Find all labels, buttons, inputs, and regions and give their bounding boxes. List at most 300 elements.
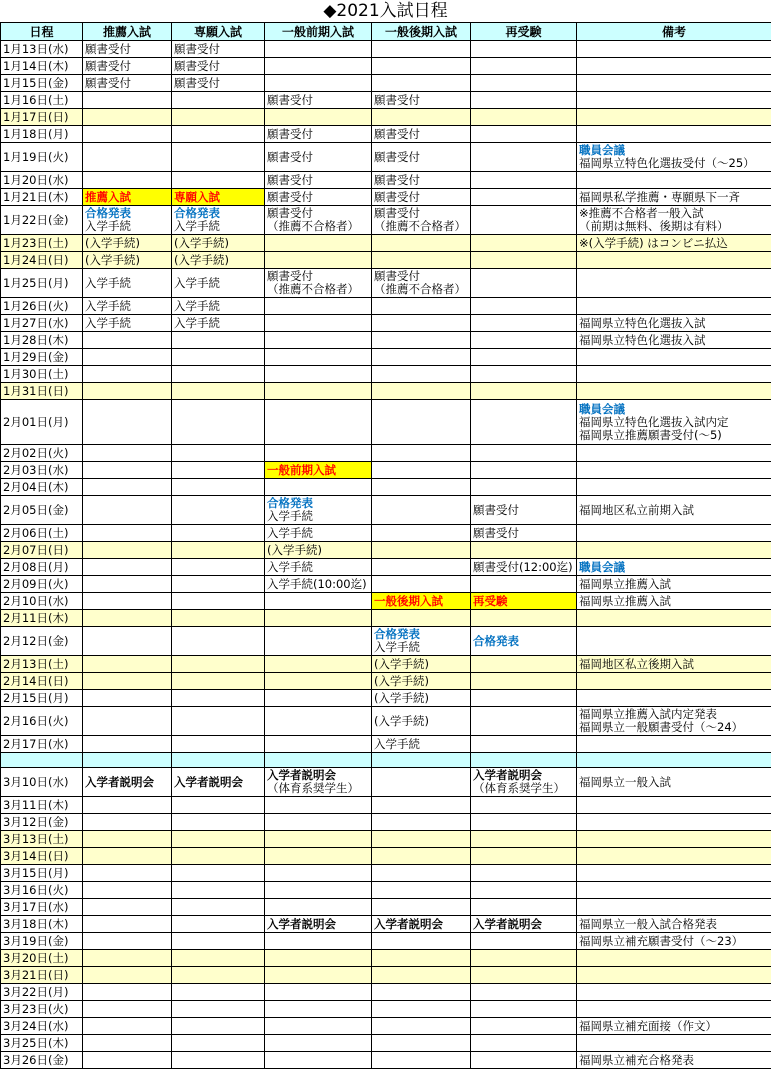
table-row xyxy=(1,479,771,496)
table-row xyxy=(1,797,771,814)
date-cell xyxy=(1,848,83,865)
cell-text: 福岡県立特色化選抜入試 xyxy=(579,315,706,330)
retake-cell xyxy=(471,206,577,235)
weekday-label: (木) xyxy=(47,611,69,625)
notes-cell xyxy=(577,252,771,269)
date-label: 3月25日 xyxy=(3,1036,48,1050)
date-cell xyxy=(1,736,83,753)
general-first-cell xyxy=(265,1018,372,1035)
general-first-cell xyxy=(265,349,372,366)
table-row xyxy=(1,848,771,865)
recommendation-cell xyxy=(83,525,172,542)
retake-cell xyxy=(471,189,577,206)
recommendation-cell xyxy=(83,673,172,690)
col-header-date: 日程 xyxy=(1,23,83,41)
table-row xyxy=(1,206,771,235)
date-cell xyxy=(1,559,83,576)
section-divider xyxy=(1,753,771,768)
weekday-label: (火) xyxy=(47,883,69,897)
exclusive-cell xyxy=(172,542,265,559)
date-cell xyxy=(1,126,83,143)
notes-cell xyxy=(577,593,771,610)
cell-text: 願書受付 xyxy=(374,189,420,204)
recommendation-cell xyxy=(83,445,172,462)
weekday-label: (木) xyxy=(47,480,69,494)
table-row xyxy=(1,109,771,126)
date-cell xyxy=(1,831,83,848)
general-second-cell xyxy=(372,496,471,525)
cell-text: （推薦不合格者） xyxy=(374,282,466,296)
date-label: 1月14日 xyxy=(3,59,48,73)
notes-cell xyxy=(577,58,771,75)
date-cell xyxy=(1,768,83,797)
recommendation-cell xyxy=(83,400,172,445)
date-label: 2月17日 xyxy=(3,737,48,751)
retake-cell xyxy=(471,1035,577,1052)
cell-text: 合格発表 xyxy=(85,206,131,220)
weekday-label: (水) xyxy=(47,737,69,751)
weekday-label: (金) xyxy=(47,1053,69,1067)
date-label: 1月20日 xyxy=(3,173,48,187)
date-label: 2月15日 xyxy=(3,691,48,705)
date-label: 2月09日 xyxy=(3,577,48,591)
date-cell xyxy=(1,899,83,916)
date-label: 2月14日 xyxy=(3,674,48,688)
exclusive-cell xyxy=(172,206,265,235)
cell-text: 専願入試 xyxy=(174,189,220,204)
cell-text: ※(入学手続) はコンビニ払込 xyxy=(579,235,728,250)
cell-text: （体育系奨学生） xyxy=(267,781,359,795)
exclusive-cell xyxy=(172,1001,265,1018)
notes-cell xyxy=(577,542,771,559)
retake-cell xyxy=(471,576,577,593)
table-row xyxy=(1,950,771,967)
date-label: 2月05日 xyxy=(3,503,48,517)
notes-cell xyxy=(577,797,771,814)
general-second-cell xyxy=(372,332,471,349)
weekday-label: (火) xyxy=(47,577,69,591)
date-label: 1月22日 xyxy=(3,213,48,227)
cell-text: 願書受付 xyxy=(267,189,313,204)
notes-cell xyxy=(577,967,771,984)
table-row xyxy=(1,189,771,206)
retake-cell xyxy=(471,126,577,143)
retake-cell xyxy=(471,814,577,831)
table-row xyxy=(1,673,771,690)
table-row xyxy=(1,462,771,479)
retake-cell xyxy=(471,525,577,542)
date-cell xyxy=(1,797,83,814)
cell-text: （体育系奨学生） xyxy=(473,781,565,795)
date-cell xyxy=(1,298,83,315)
exclusive-cell xyxy=(172,383,265,400)
cell-text: 入学手続 xyxy=(267,509,313,523)
cell-text: 願書受付 xyxy=(267,172,313,187)
exclusive-cell xyxy=(172,496,265,525)
recommendation-cell xyxy=(83,1052,172,1069)
cell-text: 福岡県立補充願書受付（～23） xyxy=(579,933,744,948)
general-second-cell xyxy=(372,882,471,899)
cell-text: 職員会議 xyxy=(579,143,625,157)
weekday-label: (水) xyxy=(47,900,69,914)
date-cell xyxy=(1,984,83,1001)
notes-cell xyxy=(577,445,771,462)
cell-text: 福岡県立補充面接（作文） xyxy=(579,1018,717,1033)
recommendation-cell xyxy=(83,298,172,315)
general-second-cell xyxy=(372,576,471,593)
recommendation-cell xyxy=(83,269,172,298)
date-cell xyxy=(1,690,83,707)
cell-text: 再受験 xyxy=(473,593,508,608)
exclusive-cell xyxy=(172,332,265,349)
cell-text: 推薦入試 xyxy=(85,189,131,204)
weekday-label: (水) xyxy=(47,594,69,608)
retake-cell xyxy=(471,315,577,332)
retake-cell xyxy=(471,593,577,610)
divider-cell xyxy=(471,753,577,768)
general-second-cell xyxy=(372,1001,471,1018)
date-label: 1月28日 xyxy=(3,333,48,347)
general-second-cell xyxy=(372,400,471,445)
weekday-label: (日) xyxy=(47,968,69,982)
date-cell xyxy=(1,172,83,189)
table-row xyxy=(1,445,771,462)
recommendation-cell xyxy=(83,126,172,143)
notes-cell xyxy=(577,950,771,967)
cell-text: 福岡県立推薦入試内定発表 xyxy=(579,707,717,721)
weekday-label: (水) xyxy=(47,173,69,187)
date-label: 2月16日 xyxy=(3,714,48,728)
exclusive-cell xyxy=(172,1035,265,1052)
date-label: 3月18日 xyxy=(3,917,48,931)
date-label: 3月20日 xyxy=(3,951,48,965)
recommendation-cell xyxy=(83,690,172,707)
exclusive-cell xyxy=(172,933,265,950)
general-second-cell xyxy=(372,831,471,848)
general-second-cell xyxy=(372,865,471,882)
date-cell xyxy=(1,189,83,206)
cell-text: 福岡地区私立前期入試 xyxy=(579,502,694,517)
date-label: 2月03日 xyxy=(3,463,48,477)
date-label: 3月17日 xyxy=(3,900,48,914)
cell-text: 福岡県立推薦入試 xyxy=(579,593,671,608)
recommendation-cell xyxy=(83,610,172,627)
cell-text: 合格発表 xyxy=(174,206,220,220)
general-first-cell xyxy=(265,627,372,656)
general-first-cell xyxy=(265,559,372,576)
notes-cell xyxy=(577,673,771,690)
general-second-cell xyxy=(372,235,471,252)
table-row xyxy=(1,707,771,736)
exclusive-cell xyxy=(172,690,265,707)
date-cell xyxy=(1,75,83,92)
weekday-label: (日) xyxy=(47,253,69,267)
schedule-body xyxy=(1,41,771,1069)
retake-cell xyxy=(471,899,577,916)
general-first-cell xyxy=(265,41,372,58)
date-label: 1月31日 xyxy=(3,384,48,398)
cell-text: 願書受付 xyxy=(374,149,420,164)
date-cell xyxy=(1,479,83,496)
cell-text: 願書受付 xyxy=(85,75,131,90)
cell-text: 願書受付 xyxy=(473,502,519,517)
recommendation-cell xyxy=(83,496,172,525)
table-row xyxy=(1,690,771,707)
weekday-label: (月) xyxy=(47,415,69,429)
weekday-label: (月) xyxy=(47,276,69,290)
table-row xyxy=(1,235,771,252)
exclusive-cell xyxy=(172,656,265,673)
date-cell xyxy=(1,950,83,967)
cell-text: 入学手続 xyxy=(85,275,131,290)
general-second-cell xyxy=(372,479,471,496)
exclusive-cell xyxy=(172,559,265,576)
date-label: 3月15日 xyxy=(3,866,48,880)
table-row xyxy=(1,736,771,753)
weekday-label: (金) xyxy=(47,634,69,648)
table-row xyxy=(1,576,771,593)
exclusive-cell xyxy=(172,235,265,252)
weekday-label: (土) xyxy=(47,657,69,671)
date-cell xyxy=(1,916,83,933)
date-cell xyxy=(1,882,83,899)
weekday-label: (日) xyxy=(47,384,69,398)
exclusive-cell xyxy=(172,298,265,315)
retake-cell xyxy=(471,172,577,189)
date-cell xyxy=(1,462,83,479)
general-first-cell xyxy=(265,690,372,707)
table-row xyxy=(1,75,771,92)
date-label: 3月26日 xyxy=(3,1053,48,1067)
retake-cell xyxy=(471,736,577,753)
cell-text: 願書受付 xyxy=(267,92,313,107)
date-cell xyxy=(1,143,83,172)
general-first-cell xyxy=(265,576,372,593)
general-second-cell xyxy=(372,707,471,736)
date-label: 2月13日 xyxy=(3,657,48,671)
weekday-label: (金) xyxy=(47,815,69,829)
weekday-label: (木) xyxy=(47,190,69,204)
table-row xyxy=(1,865,771,882)
weekday-label: (月) xyxy=(47,985,69,999)
exclusive-cell xyxy=(172,831,265,848)
recommendation-cell xyxy=(83,75,172,92)
recommendation-cell xyxy=(83,656,172,673)
date-label: 2月12日 xyxy=(3,634,48,648)
exclusive-cell xyxy=(172,984,265,1001)
table-row xyxy=(1,984,771,1001)
date-cell xyxy=(1,366,83,383)
cell-text: 福岡県立推薦願書受付(～5) xyxy=(579,427,722,442)
table-row xyxy=(1,58,771,75)
general-first-cell xyxy=(265,496,372,525)
table-row xyxy=(1,1035,771,1052)
cell-text: (入学手続) xyxy=(174,235,229,250)
weekday-label: (火) xyxy=(47,299,69,313)
date-cell xyxy=(1,58,83,75)
general-first-cell xyxy=(265,366,372,383)
cell-text: 入学手続 xyxy=(174,275,220,290)
date-label: 1月26日 xyxy=(3,299,48,313)
general-second-cell xyxy=(372,109,471,126)
retake-cell xyxy=(471,673,577,690)
recommendation-cell xyxy=(83,967,172,984)
recommendation-cell xyxy=(83,206,172,235)
notes-cell xyxy=(577,656,771,673)
date-label: 1月30日 xyxy=(3,367,48,381)
recommendation-cell xyxy=(83,882,172,899)
retake-cell xyxy=(471,542,577,559)
date-label: 1月25日 xyxy=(3,276,48,290)
retake-cell xyxy=(471,75,577,92)
exclusive-cell xyxy=(172,315,265,332)
cell-text: 願書受付 xyxy=(374,206,420,220)
recommendation-cell xyxy=(83,172,172,189)
exclusive-cell xyxy=(172,967,265,984)
general-first-cell xyxy=(265,610,372,627)
cell-text: 入学手続 xyxy=(374,640,420,654)
recommendation-cell xyxy=(83,235,172,252)
general-first-cell xyxy=(265,933,372,950)
retake-cell xyxy=(471,882,577,899)
notes-cell xyxy=(577,831,771,848)
exclusive-cell xyxy=(172,479,265,496)
exclusive-cell xyxy=(172,673,265,690)
cell-text: 願書受付 xyxy=(267,149,313,164)
cell-text: 入学手続 xyxy=(267,525,313,540)
exclusive-cell xyxy=(172,593,265,610)
exclusive-cell xyxy=(172,58,265,75)
date-cell xyxy=(1,109,83,126)
date-label: 1月23日 xyxy=(3,236,48,250)
notes-cell xyxy=(577,690,771,707)
weekday-label: (水) xyxy=(47,463,69,477)
weekday-label: (月) xyxy=(47,866,69,880)
date-label: 1月17日 xyxy=(3,110,48,124)
exclusive-cell xyxy=(172,172,265,189)
date-cell xyxy=(1,610,83,627)
exclusive-cell xyxy=(172,189,265,206)
general-second-cell xyxy=(372,75,471,92)
date-cell xyxy=(1,496,83,525)
notes-cell xyxy=(577,400,771,445)
exclusive-cell xyxy=(172,349,265,366)
general-first-cell xyxy=(265,768,372,797)
divider-cell xyxy=(172,753,265,768)
notes-cell xyxy=(577,189,771,206)
cell-text: 福岡県立一般願書受付（～24） xyxy=(579,720,744,734)
general-second-cell xyxy=(372,967,471,984)
general-second-cell xyxy=(372,315,471,332)
general-first-cell xyxy=(265,400,372,445)
recommendation-cell xyxy=(83,92,172,109)
cell-text: 願書受付 xyxy=(174,58,220,73)
general-second-cell xyxy=(372,848,471,865)
date-label: 3月10日 xyxy=(3,775,48,789)
date-label: 1月29日 xyxy=(3,350,48,364)
general-first-cell xyxy=(265,92,372,109)
cell-text: 福岡県立一般入試合格発表 xyxy=(579,916,717,931)
weekday-label: (水) xyxy=(47,316,69,330)
notes-cell xyxy=(577,576,771,593)
retake-cell xyxy=(471,627,577,656)
exclusive-cell xyxy=(172,627,265,656)
table-row xyxy=(1,252,771,269)
general-first-cell xyxy=(265,865,372,882)
retake-cell xyxy=(471,445,577,462)
cell-text: 願書受付 xyxy=(267,126,313,141)
date-cell xyxy=(1,252,83,269)
exclusive-cell xyxy=(172,1018,265,1035)
exclusive-cell xyxy=(172,848,265,865)
cell-text: 入学手続(10:00迄) xyxy=(267,576,367,591)
date-label: 3月21日 xyxy=(3,968,48,982)
date-label: 3月22日 xyxy=(3,985,48,999)
general-first-cell xyxy=(265,984,372,1001)
recommendation-cell xyxy=(83,315,172,332)
cell-text: 合格発表 xyxy=(267,496,313,510)
general-second-cell xyxy=(372,610,471,627)
exclusive-cell xyxy=(172,916,265,933)
cell-text: 入学者説明会 xyxy=(473,768,542,782)
general-first-cell xyxy=(265,525,372,542)
general-first-cell xyxy=(265,707,372,736)
retake-cell xyxy=(471,109,577,126)
recommendation-cell xyxy=(83,593,172,610)
exclusive-cell xyxy=(172,736,265,753)
cell-text: 入学手続 xyxy=(174,219,220,233)
exclusive-cell xyxy=(172,525,265,542)
general-first-cell xyxy=(265,143,372,172)
recommendation-cell xyxy=(83,349,172,366)
cell-text: 入学者説明会 xyxy=(374,916,443,931)
date-cell xyxy=(1,400,83,445)
recommendation-cell xyxy=(83,189,172,206)
weekday-label: (月) xyxy=(47,691,69,705)
table-row xyxy=(1,126,771,143)
recommendation-cell xyxy=(83,576,172,593)
retake-cell xyxy=(471,400,577,445)
general-second-cell xyxy=(372,525,471,542)
date-cell xyxy=(1,1001,83,1018)
date-label: 1月27日 xyxy=(3,316,48,330)
general-first-cell xyxy=(265,916,372,933)
general-first-cell xyxy=(265,736,372,753)
general-second-cell xyxy=(372,172,471,189)
retake-cell xyxy=(471,58,577,75)
cell-text: 合格発表 xyxy=(473,633,519,648)
weekday-label: (木) xyxy=(47,798,69,812)
col-header-general-first: 一般前期入試 xyxy=(265,23,372,41)
cell-text: 入学者説明会 xyxy=(85,774,154,789)
retake-cell xyxy=(471,496,577,525)
general-second-cell xyxy=(372,559,471,576)
date-label: 3月23日 xyxy=(3,1002,48,1016)
weekday-label: (月) xyxy=(47,127,69,141)
date-label: 2月02日 xyxy=(3,446,48,460)
date-cell xyxy=(1,707,83,736)
cell-text: 一般前期入試 xyxy=(267,462,336,477)
notes-cell xyxy=(577,627,771,656)
exclusive-cell xyxy=(172,75,265,92)
date-cell xyxy=(1,814,83,831)
date-cell xyxy=(1,383,83,400)
date-label: 1月16日 xyxy=(3,93,48,107)
general-first-cell xyxy=(265,593,372,610)
notes-cell xyxy=(577,865,771,882)
retake-cell xyxy=(471,559,577,576)
notes-cell xyxy=(577,75,771,92)
